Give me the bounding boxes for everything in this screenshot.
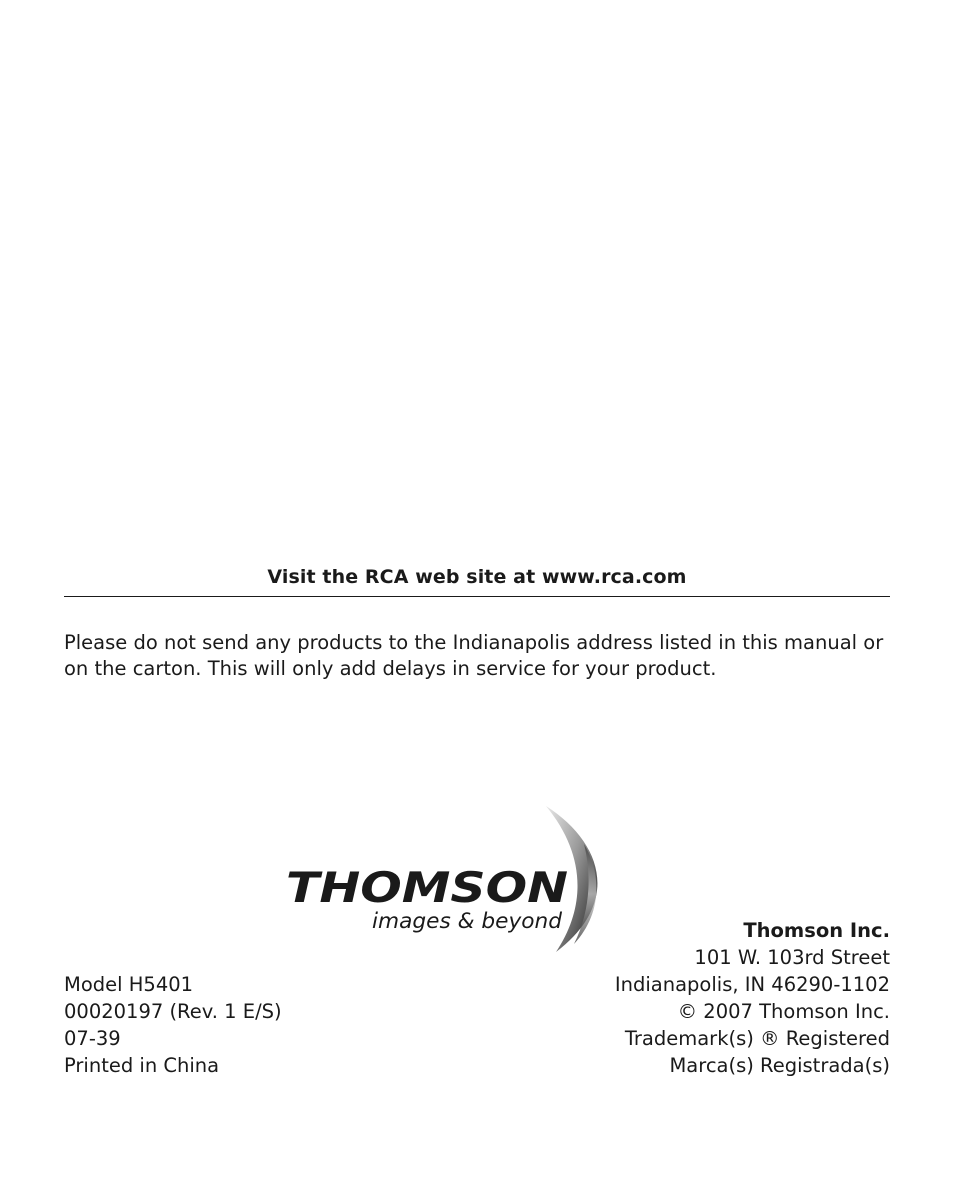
logo-tagline: images & beyond	[372, 909, 563, 933]
company-city: Indianapolis, IN 46290-1102	[614, 973, 890, 996]
thomson-logo	[284, 804, 614, 954]
trademark-line-es: Marca(s) Registrada(s)	[669, 1054, 890, 1077]
shipping-notice: Please do not send any products to the Indianapolis address listed in this manual or on the carton. This will only add delays in service for your product.	[64, 631, 884, 680]
model-info	[64, 971, 282, 1079]
logo-wordmark: THOMSON	[286, 863, 568, 912]
model-number: Model H5401	[64, 973, 194, 996]
print-origin: Printed in China	[64, 1054, 220, 1077]
company-street: 101 W. 103rd Street	[694, 946, 890, 969]
company-address	[615, 917, 890, 1079]
website-notice: Visit the RCA web site at www.rca.com	[267, 566, 687, 588]
company-name: Thomson Inc.	[743, 919, 890, 942]
copyright-line: © 2007 Thomson Inc.	[677, 1000, 890, 1023]
part-number: 00020197 (Rev. 1 E/S)	[64, 1000, 282, 1023]
trademark-line: Trademark(s) ® Registered	[624, 1027, 890, 1050]
date-code: 07-39	[64, 1027, 121, 1050]
divider-rule	[64, 596, 890, 597]
